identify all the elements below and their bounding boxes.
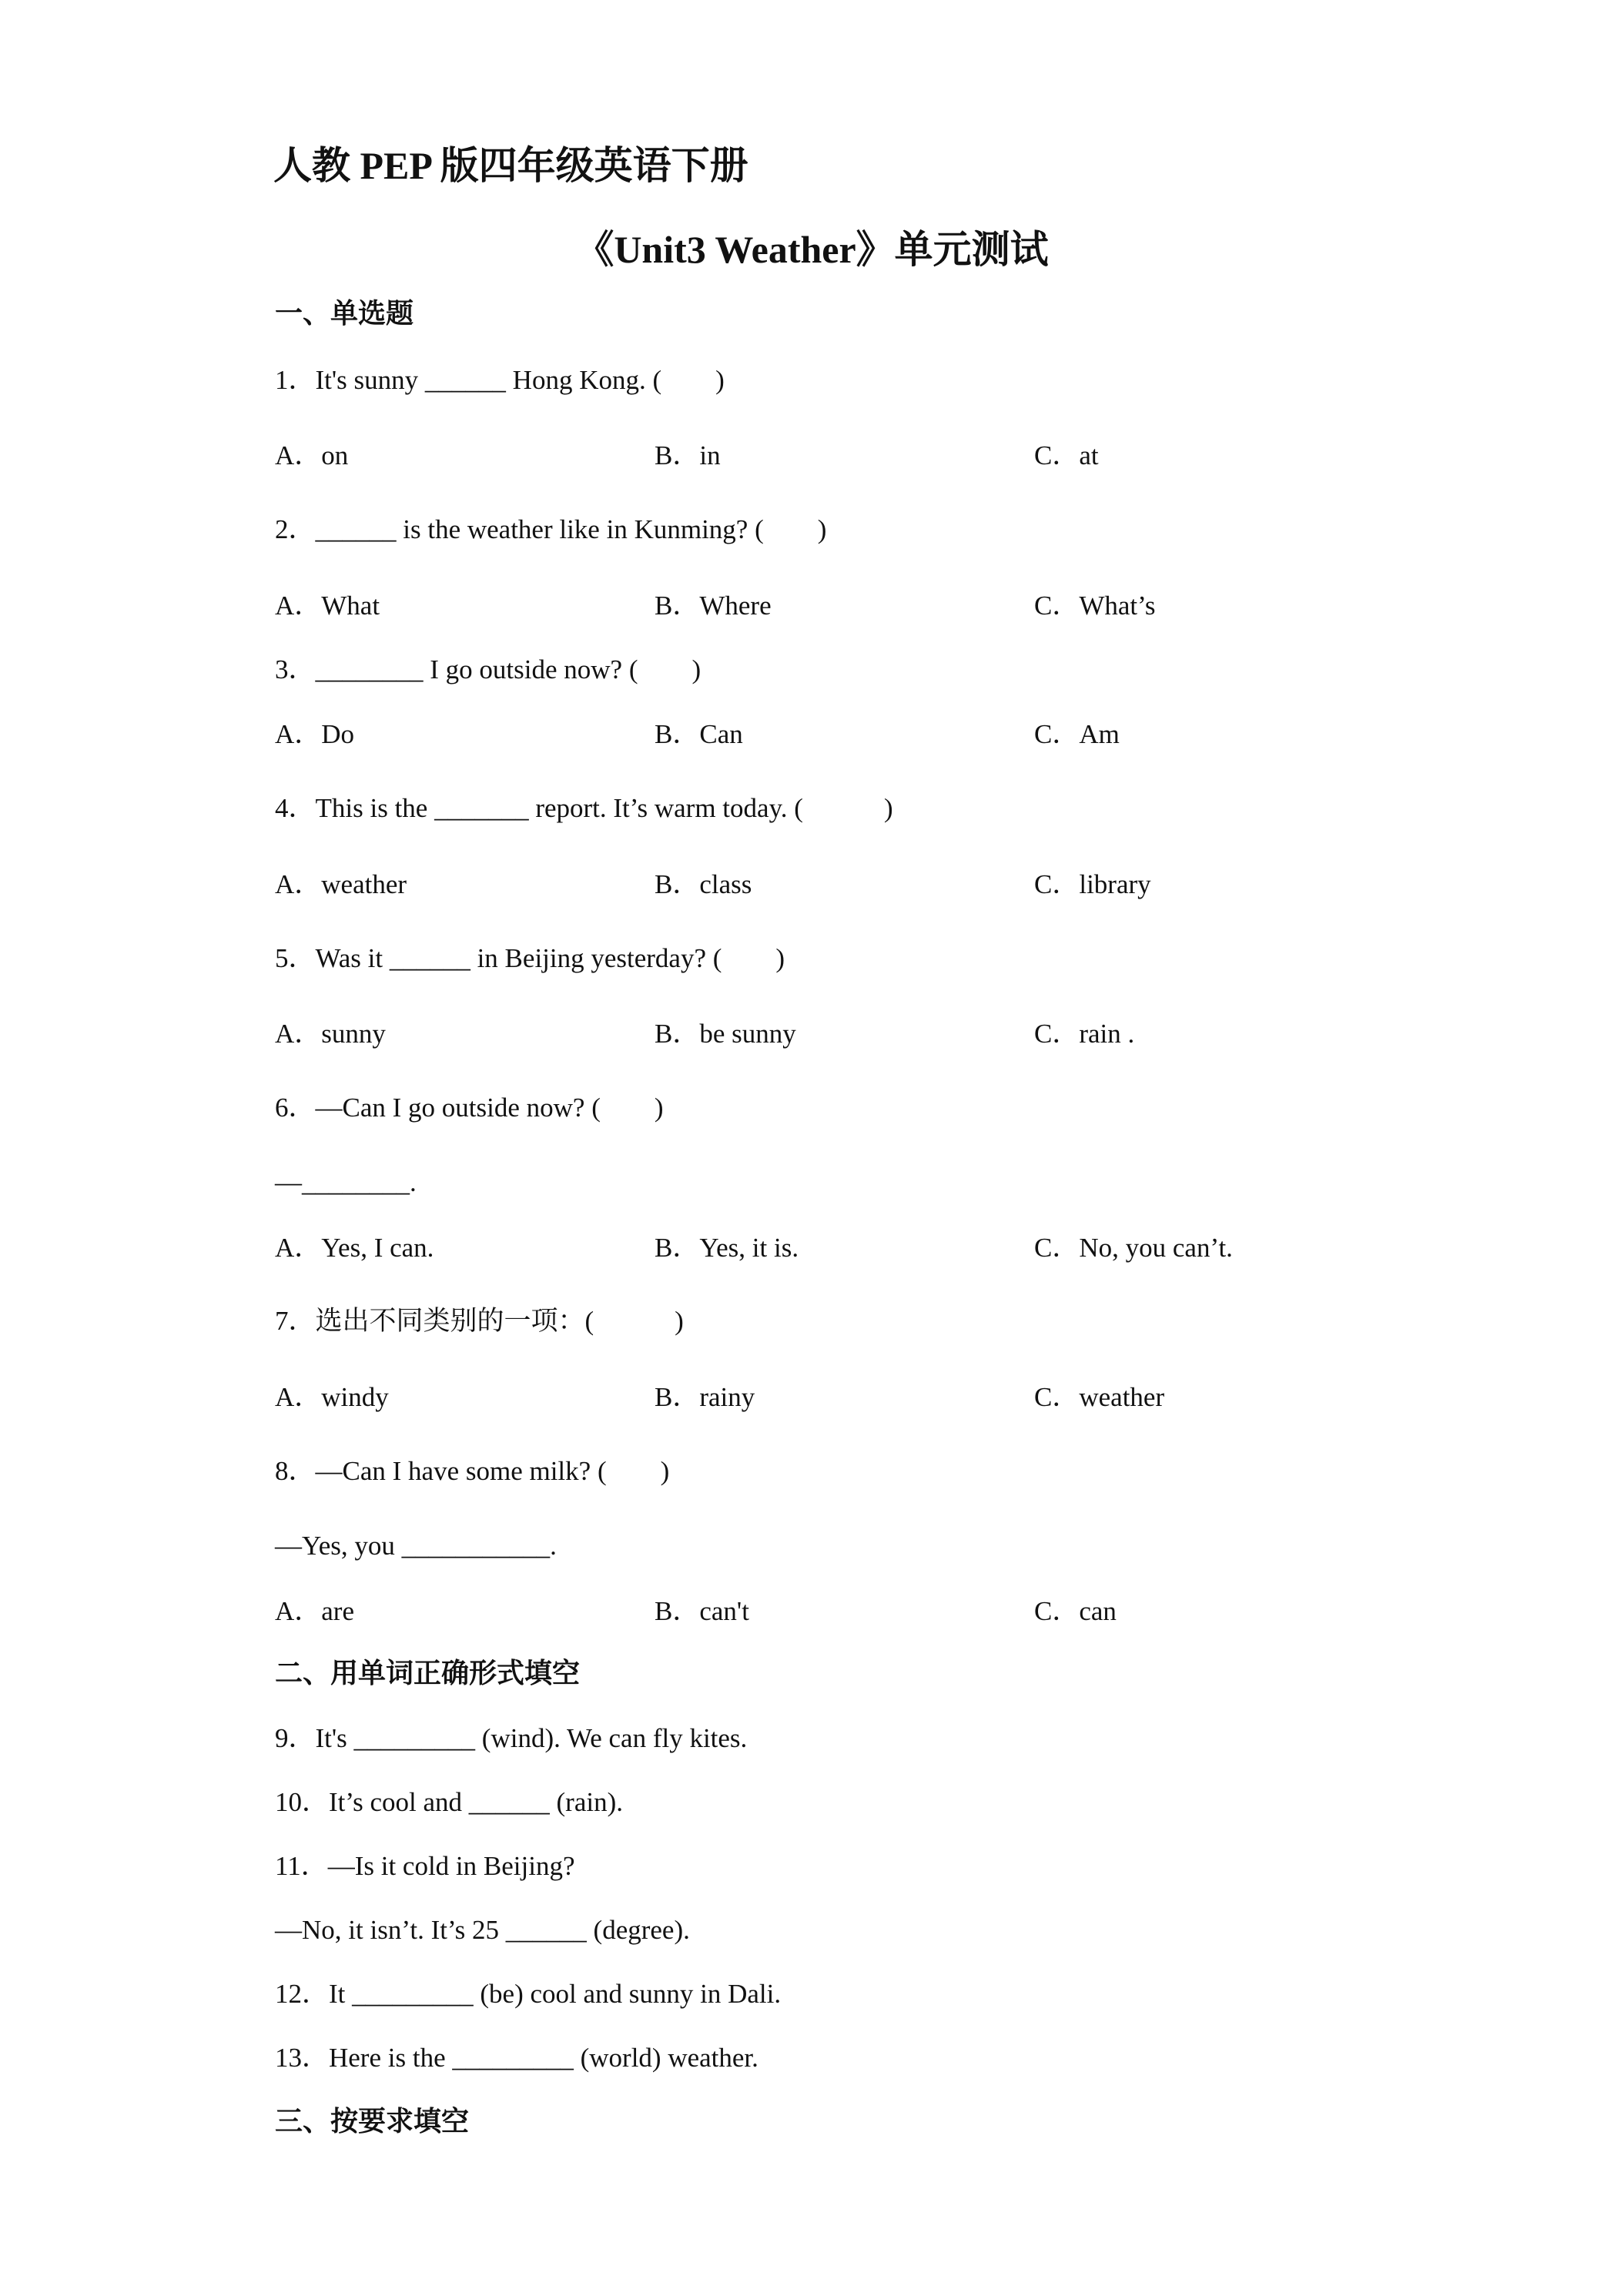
question-5: 5．Was it ______ in Beijing yesterday? ( ) — [275, 943, 785, 973]
question-3: 3．________ I go outside now? ( ) — [275, 654, 702, 684]
question-7-options — [275, 1381, 1430, 1414]
question-3-options — [275, 718, 1430, 751]
option-b: B．rainy — [655, 1382, 755, 1412]
option-c: C．can — [1034, 1596, 1117, 1626]
section-heading-1: 一、单选题 — [275, 298, 414, 330]
question-13: 13．Here is the _________ (world) weather. — [275, 2043, 758, 2073]
option-a: A．Yes, I can. — [275, 1233, 434, 1263]
question-11-reply: —No, it isn’t. It’s 25 ______ (degree). — [275, 1915, 690, 1945]
option-a: A．on — [275, 440, 349, 470]
question-1: 1．It's sunny ______ Hong Kong. ( ) — [275, 365, 725, 395]
series-title: 人教 PEP 版四年级英语下册 — [273, 144, 748, 187]
document-title: 《Unit3 Weather》单元测试 — [575, 228, 1049, 271]
question-8-options — [275, 1595, 1430, 1628]
option-a: A．What — [275, 591, 380, 621]
question-12: 12．It _________ (be) cool and sunny in Dali. — [275, 1979, 782, 2009]
option-a: A．are — [275, 1596, 355, 1626]
option-b: B．Can — [655, 719, 743, 749]
option-a: A．weather — [275, 869, 407, 899]
question-6-reply: —________. — [275, 1167, 417, 1197]
question-11: 11．—Is it cold in Beijing? — [275, 1851, 575, 1881]
option-c: C．weather — [1034, 1382, 1165, 1412]
question-4-options — [275, 868, 1430, 902]
option-b: B．in — [655, 440, 721, 470]
option-b: B．Where — [655, 591, 772, 621]
question-5-options — [275, 1017, 1430, 1051]
question-10: 10．It’s cool and ______ (rain). — [275, 1787, 623, 1817]
option-a: A．Do — [275, 719, 355, 749]
question-2-options — [275, 589, 1430, 623]
option-c: C．No, you can’t. — [1034, 1233, 1233, 1263]
question-8: 8．—Can I have some milk? ( ) — [275, 1456, 670, 1486]
option-b: B．be sunny — [655, 1019, 796, 1049]
option-a: A．windy — [275, 1382, 389, 1412]
question-1-options — [275, 439, 1430, 473]
option-c: C．at — [1034, 440, 1099, 470]
question-8-reply: —Yes, you ___________. — [275, 1531, 557, 1561]
option-b: B．can't — [655, 1596, 749, 1626]
option-c: C．What’s — [1034, 591, 1156, 621]
option-c: C．Am — [1034, 719, 1120, 749]
question-4: 4．This is the _______ report. It’s warm today. ( ) — [275, 793, 893, 823]
question-9: 9．It's _________ (wind). We can fly kites. — [275, 1723, 748, 1753]
option-b: B．class — [655, 869, 752, 899]
option-c: C．rain . — [1034, 1019, 1135, 1049]
question-7: 7．选出不同类别的一项：( ) — [275, 1306, 684, 1336]
section-heading-2: 二、用单词正确形式填空 — [275, 1658, 581, 1689]
option-c: C．library — [1034, 869, 1151, 899]
section-heading-3: 三、按要求填空 — [275, 2106, 470, 2137]
question-2: 2．______ is the weather like in Kunming? ( ) — [275, 514, 827, 544]
question-6-options — [275, 1231, 1430, 1265]
question-6: 6．—Can I go outside now? ( ) — [275, 1093, 664, 1123]
option-a: A．sunny — [275, 1019, 386, 1049]
option-b: B．Yes, it is. — [655, 1233, 799, 1263]
